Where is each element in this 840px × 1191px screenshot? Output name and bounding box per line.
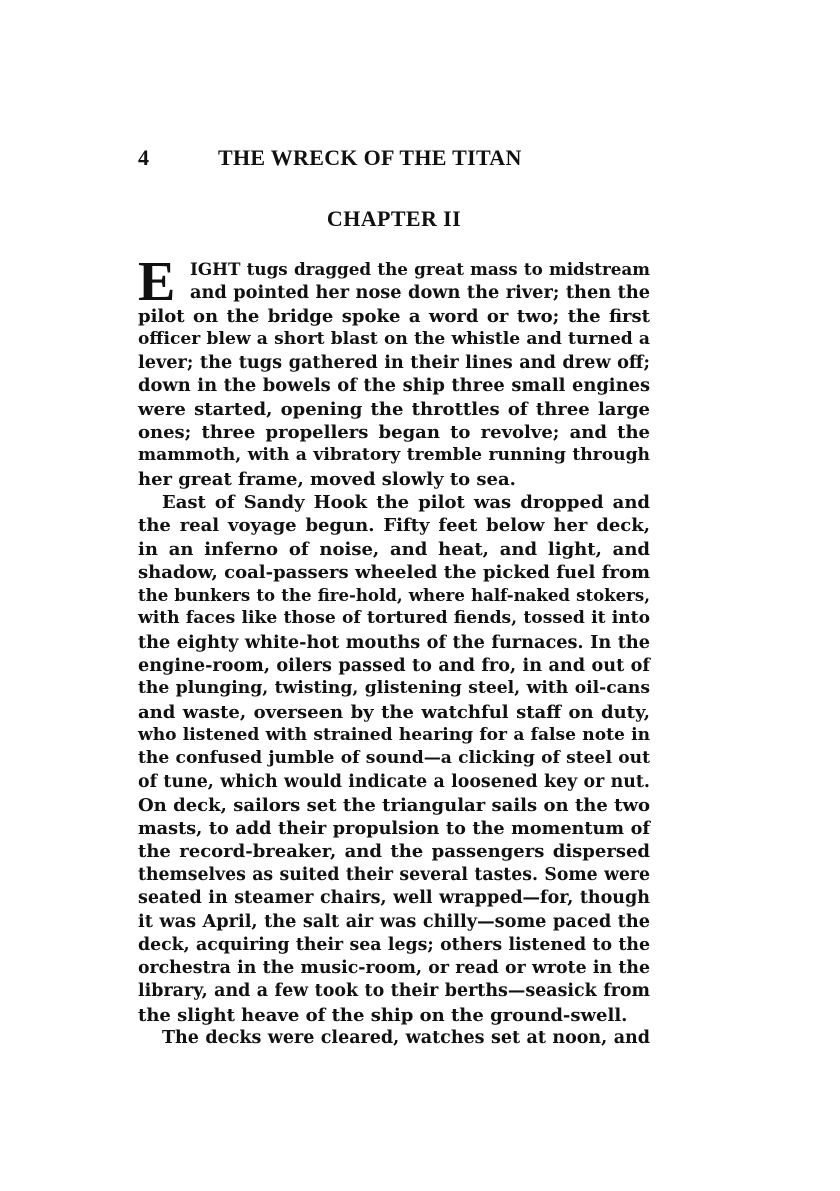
chapter-body <box>138 251 650 1050</box>
chapter-title: CHAPTER II <box>326 206 462 231</box>
text-line: were started, opening the throttles of three large <box>138 398 650 420</box>
text-line: The decks were cleared, watches set at noon, and <box>162 1027 650 1048</box>
text-line: the eighty white-hot mouths of the furnaces. In the <box>138 631 650 653</box>
text-line: deck, acquiring their sea legs; others listened to the <box>138 934 650 955</box>
text-line: with faces like those of tortured fiends, tossed it into <box>138 608 650 629</box>
text-line: of tune, which would indicate a loosened key or nut. <box>138 771 650 792</box>
text-line: pilot on the bridge spoke a word or two; the first <box>138 305 650 327</box>
text-line: engine-room, oilers passed to and fro, in and out of <box>138 655 650 677</box>
text-line: orchestra in the music-room, or read or wrote in the <box>138 957 650 978</box>
text-line: down in the bowels of the ship three small engines <box>138 375 650 397</box>
text-line: East of Sandy Hook the pilot was dropped and <box>162 491 650 513</box>
text-line: who listened with strained hearing for a false note in <box>138 724 650 745</box>
text-line: ones; three propellers began to revolve; and the <box>138 422 650 444</box>
text-line: On deck, sailors set the triangular sails on the two <box>138 794 650 816</box>
text-line: her great frame, moved slowly to sea. <box>138 468 516 490</box>
text-line: and pointed her nose down the river; then the <box>190 282 650 304</box>
text-line: the real voyage begun. Fifty feet below her deck, <box>138 515 650 537</box>
page-number: 4 <box>138 145 149 170</box>
running-title: THE WRECK OF THE TITAN <box>218 145 522 170</box>
drop-cap: E <box>138 251 176 313</box>
text-line: lever; the tugs gathered in their lines and drew off; <box>138 352 650 374</box>
text-line: the bunkers to the fire-hold, where half-naked stokers, <box>138 585 650 606</box>
text-line: IGHT tugs dragged the great mass to midstream <box>190 259 650 279</box>
text-line: mammoth, with a vibratory tremble running through <box>138 445 650 466</box>
text-line: the plunging, twisting, glistening steel, with oil-cans <box>138 678 650 699</box>
text-line: themselves as suited their several tastes. Some were <box>138 864 650 885</box>
text-line: in an inferno of noise, and heat, and light, and <box>138 538 650 560</box>
text-line: the record-breaker, and the passengers dispersed <box>138 841 650 863</box>
text-line: and waste, overseen by the watchful staff on duty, <box>138 701 650 723</box>
text-line: the confused jumble of sound—a clicking of steel out <box>138 748 650 769</box>
text-line: the slight heave of the ship on the ground-swell. <box>138 1004 628 1026</box>
text-line: library, and a few took to their berths—seasick from <box>138 981 650 1002</box>
text-line: masts, to add their propulsion to the momentum of <box>138 818 650 840</box>
text-line: officer blew a short blast on the whistle and turned a <box>138 328 650 349</box>
text-line: shadow, coal-passers wheeled the picked fuel from <box>138 561 650 583</box>
text-line: seated in steamer chairs, well wrapped—for, though <box>138 888 650 909</box>
text-line: it was April, the salt air was chilly—some paced the <box>138 911 650 933</box>
